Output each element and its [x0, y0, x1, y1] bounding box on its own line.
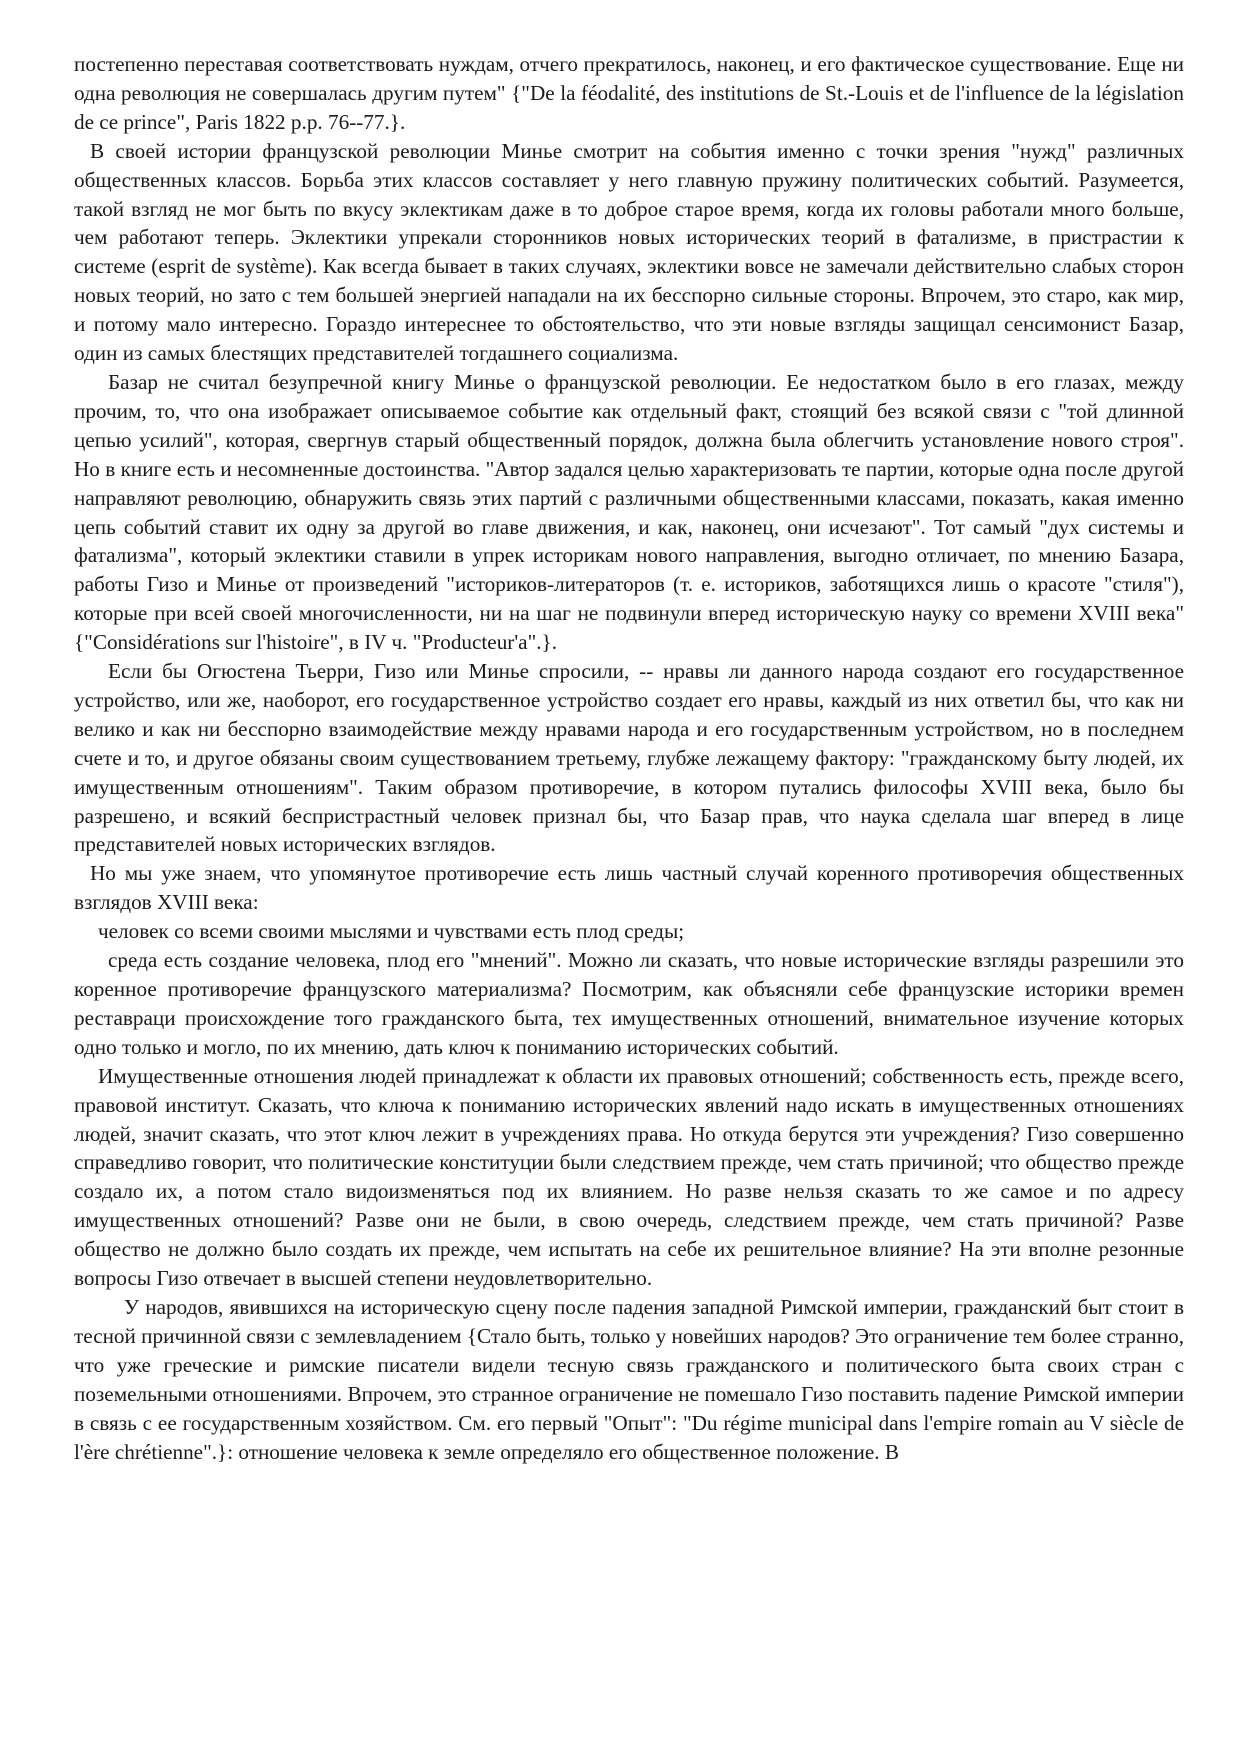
- paragraph-9: У народов, явившихся на историческую сцену после падения западной Римской империи, гражданский быт стоит в тесной причинной связи с землевладением {Стало быть, только у новейших народов? Это ограничение тем более странно, что уже греческие и римские писатели видели тесную связь гражданского и политического быта своих стран с поземельными отношениями. Впрочем, это странное ограничение не помешало Гизо поставить падение Римской империи в связь с ее государственным хозяйством. См. его первый "Опыт": "Du régime municipal dans l'empire romain au V siècle de l'ère chrétienne".}: отношение человека к земле определяло его общественное положение. В: [74, 1294, 1184, 1464]
- paragraph-2: В своей истории французской революции Минье смотрит на события именно с точки зрения "нужд" различных общественных классов. Борьба этих классов составляет у него главную пружину политических событий. Разумеется, такой взгляд не мог быть по вкусу эклектикам даже в то доброе старое время, когда их головы работали много больше, чем работают теперь. Эклектики упрекали сторонников новых исторических теорий в фатализме, в пристрастии к системе (esprit de système). Как всегда бывает в таких случаях, эклектики вовсе не замечали действительно слабых сторон новых теорий, но зато с тем большей энергией нападали на их бесспорно сильные стороны. Впрочем, это старо, как мир, и потому мало интересно. Гораздо интереснее то обстоятельство, что эти новые взгляды защищал сенсимонист Базар, один из самых блестящих представителей тогдашнего социализма.: [74, 138, 1184, 366]
- paragraph-6: человек со всеми своими мыслями и чувствами есть плод среды;: [98, 919, 685, 944]
- paragraph-7: среда есть создание человека, плод его "мнений". Можно ли сказать, что новые исторические взгляды разрешили это коренное противоречие французского материализма? Посмотрим, как объясняли себе французские историки времен реставраци происхождение того гражданского быта, тех имущественных отношений, внимательное изучение которых одно только и могло, по их мнению, дать ключ к пониманию исторических событий.: [74, 948, 1184, 1059]
- paragraph-1: постепенно переставая соответствовать нуждам, отчего прекратилось, наконец, и его фактическое существование. Еще ни одна революция не совершалась другим путем" {"De la féodalité, des institutions de St.-Louis et de l'influence de la législation de ce prince", Paris 1822 p.p. 76--77.}.: [74, 52, 1184, 134]
- paragraph-8: Имущественные отношения людей принадлежат к области их правовых отношений; собственность есть, прежде всего, правовой институт. Сказать, что ключа к пониманию исторических явлений надо искать в имущественных отношениях людей, значит сказать, что этот ключ лежит в учреждениях права. Но откуда берутся эти учреждения? Гизо совершенно справедливо говорит, что политические конституции были следствием прежде, чем стать причиной; что общество прежде создало их, а потом стало видоизменяться под их влиянием. Но разве нельзя сказать то же самое и по адресу имущественных отношений? Разве они не были, в свою очередь, следствием прежде, чем стать причиной? Разве общество не должно было создать их прежде, чем испытать на себе их решительное влияние? На эти вполне резонные вопросы Гизо отвечает в высшей степени неудовлетворительно.: [74, 1063, 1184, 1291]
- document-page: [74, 50, 1184, 1466]
- paragraph-5: Но мы уже знаем, что упомянутое противоречие есть лишь частный случай коренного противоречия общественных взглядов XVIII века:: [74, 861, 1184, 915]
- paragraph-4: Если бы Огюстена Тьерри, Гизо или Минье спросили, -- нравы ли данного народа создают его государственное устройство, или же, наоборот, его государственное устройство создает его нравы, каждый из них ответил бы, что как ни велико и как ни бесспорно взаимодействие между нравами народа и его государственным устройством, но в последнем счете и то, и другое обязаны своим существованием третьему, глубже лежащему фактору: "гражданскому быту людей, их имущественным отношениям". Таким образом противоречие, в котором путались философы XVIII века, было бы разрешено, и всякий беспристрастный человек признал бы, что Базар прав, что наука сделала шаг вперед в лице представителей новых исторических взглядов.: [74, 659, 1184, 857]
- paragraph-3: Базар не считал безупречной книгу Минье о французской революции. Ее недостатком было в его глазах, между прочим, то, что она изображает описываемое событие как отдельный факт, стоящий без всякой связи с "той длинной цепью усилий", которая, свергнув старый общественный порядок, должна была облегчить установление нового строя". Но в книге есть и несомненные достоинства. "Автор задался целью характеризовать те партии, которые одна после другой направляют революцию, обнаружить связь этих партий с различными общественными классами, показать, какая именно цепь событий ставит их одну за другой во главе движения, и как, наконец, они исчезают". Тот самый "дух системы и фатализма", который эклектики ставили в упрек историкам нового направления, выгодно отличает, по мнению Базара, работы Гизо и Минье от произведений "историков-литераторов (т. е. историков, заботящихся лишь о красоте "стиля"), которые при всей своей многочисленности, ни на шаг не подвинули вперед историческую науку со времени XVIII века" {"Considérations sur l'histoire", в IV ч. "Producteur'a".}.: [74, 369, 1184, 655]
